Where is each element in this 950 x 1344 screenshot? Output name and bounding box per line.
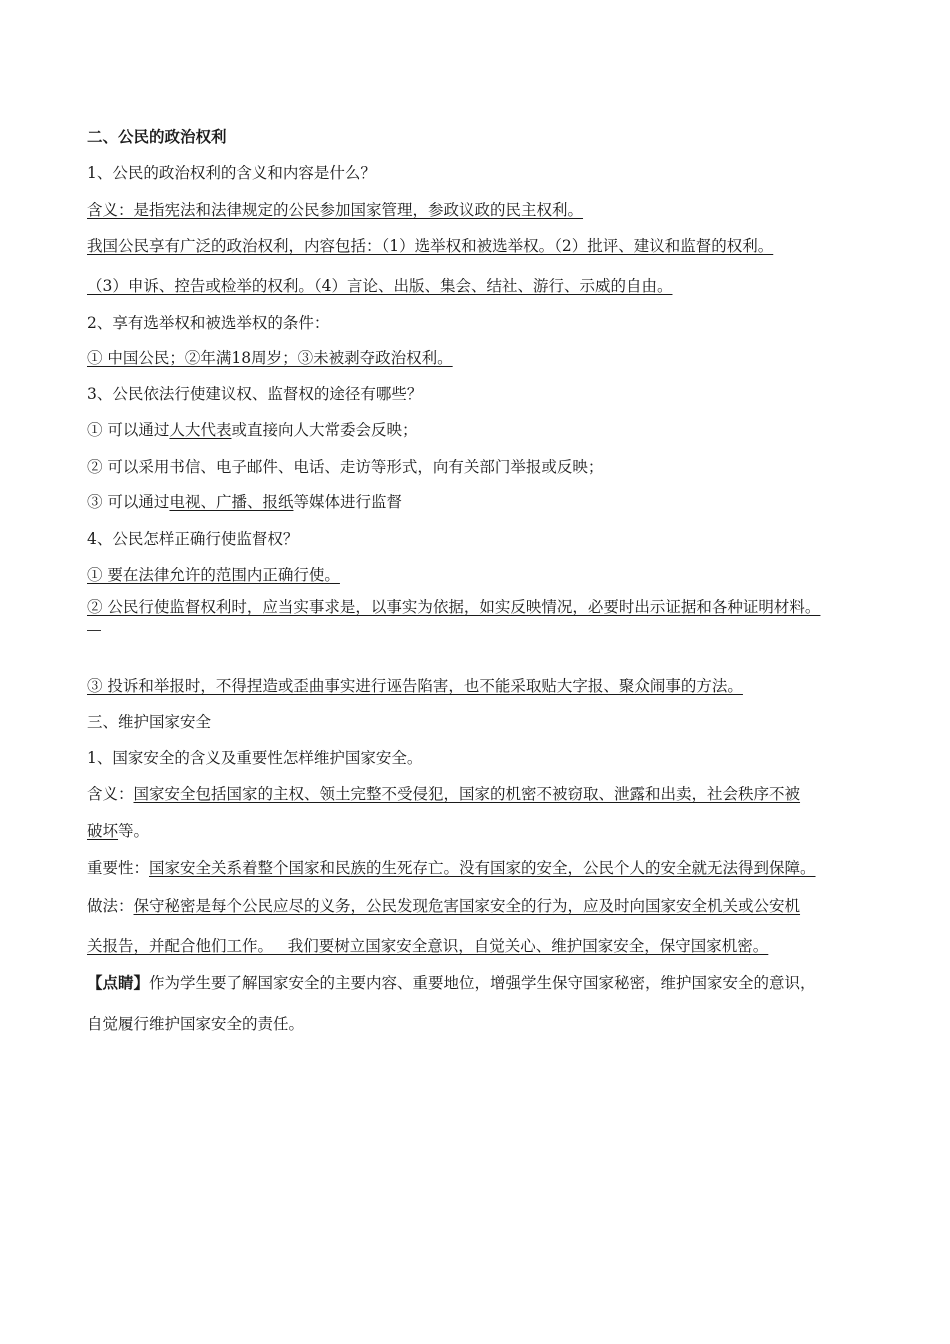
definition-text-2-suffix: 等。 [118, 822, 150, 840]
importance-text: 国家安全关系着整个国家和民族的生死存亡。没有国家的安全，公民个人的安全就无法得到保障。 [149, 859, 816, 877]
security-method-line-1 [87, 895, 800, 917]
question-security: 1、国家安全的含义及重要性怎样维护国家安全。 [87, 749, 423, 767]
channel-3-prefix: ③ 可以通过 [87, 493, 170, 511]
section-heading-national-security: 三、维护国家安全 [87, 713, 212, 731]
security-importance [87, 857, 816, 879]
security-method-line-2: 关报告，并配合他们工作。 我们要树立国家安全意识，自觉关心、维护国家安全，保守国家机密。 [87, 937, 769, 955]
answer-channel-3 [87, 491, 402, 513]
tip-line-1 [87, 972, 816, 994]
method-label: 做法： [87, 897, 134, 915]
definition-text-2: 破坏 [87, 822, 119, 840]
answer-supervise-3: ③ 投诉和举报时，不得捏造或歪曲事实进行诬告陷害，也不能采取贴大字报、聚众闹事的方法。 [87, 677, 743, 695]
section-heading-political-rights: 二、公民的政治权利 [87, 128, 227, 146]
channel-3-suffix: 等媒体进行监督 [293, 493, 402, 511]
tip-text-1: 作为学生要了解国家安全的主要内容、重要地位，增强学生保守国家秘密，维护国家安全的意识， [149, 974, 816, 992]
question-4: 4、公民怎样正确行使监督权？ [87, 530, 299, 548]
definition-label: 含义： [87, 785, 134, 803]
channel-1-underlined: 人大代表 [169, 421, 232, 439]
answer-supervise-2: ② 公民行使监督权利时，应当实事求是，以事实为依据，如实反映情况，必要时出示证据和各种证明材料。 [87, 598, 821, 616]
channel-3-underlined: 电视、广播、报纸 [169, 493, 294, 511]
answer-channel-2: ② 可以采用书信、电子邮件、电话、走访等形式，向有关部门举报或反映； [87, 458, 604, 476]
stray-underline [87, 630, 101, 631]
tip-label: 【点睛】 [87, 974, 150, 992]
security-definition-line-2 [87, 820, 149, 842]
question-1: 1、公民的政治权利的含义和内容是什么？ [87, 164, 376, 182]
answer-conditions: ① 中国公民；②年满18周岁；③未被剥夺政治权利。 [87, 349, 453, 367]
definition-text-1: 国家安全包括国家的主权、领土完整不受侵犯，国家的机密不被窃取、泄露和出卖，社会秩序不被 [133, 785, 801, 803]
answer-content-line-2: （3）申诉、控告或检举的权利。（4）言论、出版、集会、结社、游行、示威的自由。 [87, 277, 673, 295]
channel-1-suffix: 或直接向人大常委会反映； [231, 421, 418, 439]
answer-definition: 含义：是指宪法和法律规定的公民参加国家管理，参政议政的民主权利。 [87, 201, 584, 219]
answer-content-line-1: 我国公民享有广泛的政治权利，内容包括：（1）选举权和被选举权。（2）批评、建议和监督的权利。 [87, 237, 774, 255]
channel-1-prefix: ① 可以通过 [87, 421, 170, 439]
question-2: 2、享有选举权和被选举权的条件： [87, 314, 330, 332]
tip-line-2: 自觉履行维护国家安全的责任。 [87, 1015, 305, 1033]
security-definition-line-1 [87, 783, 800, 805]
method-text-1: 保守秘密是每个公民应尽的义务，公民发现危害国家安全的行为，应及时向国家安全机关或公安机 [133, 897, 801, 915]
answer-supervise-1: ① 要在法律允许的范围内正确行使。 [87, 566, 340, 584]
question-3: 3、公民依法行使建议权、监督权的途径有哪些？ [87, 385, 423, 403]
importance-label: 重要性： [87, 859, 150, 877]
answer-channel-1 [87, 419, 417, 441]
